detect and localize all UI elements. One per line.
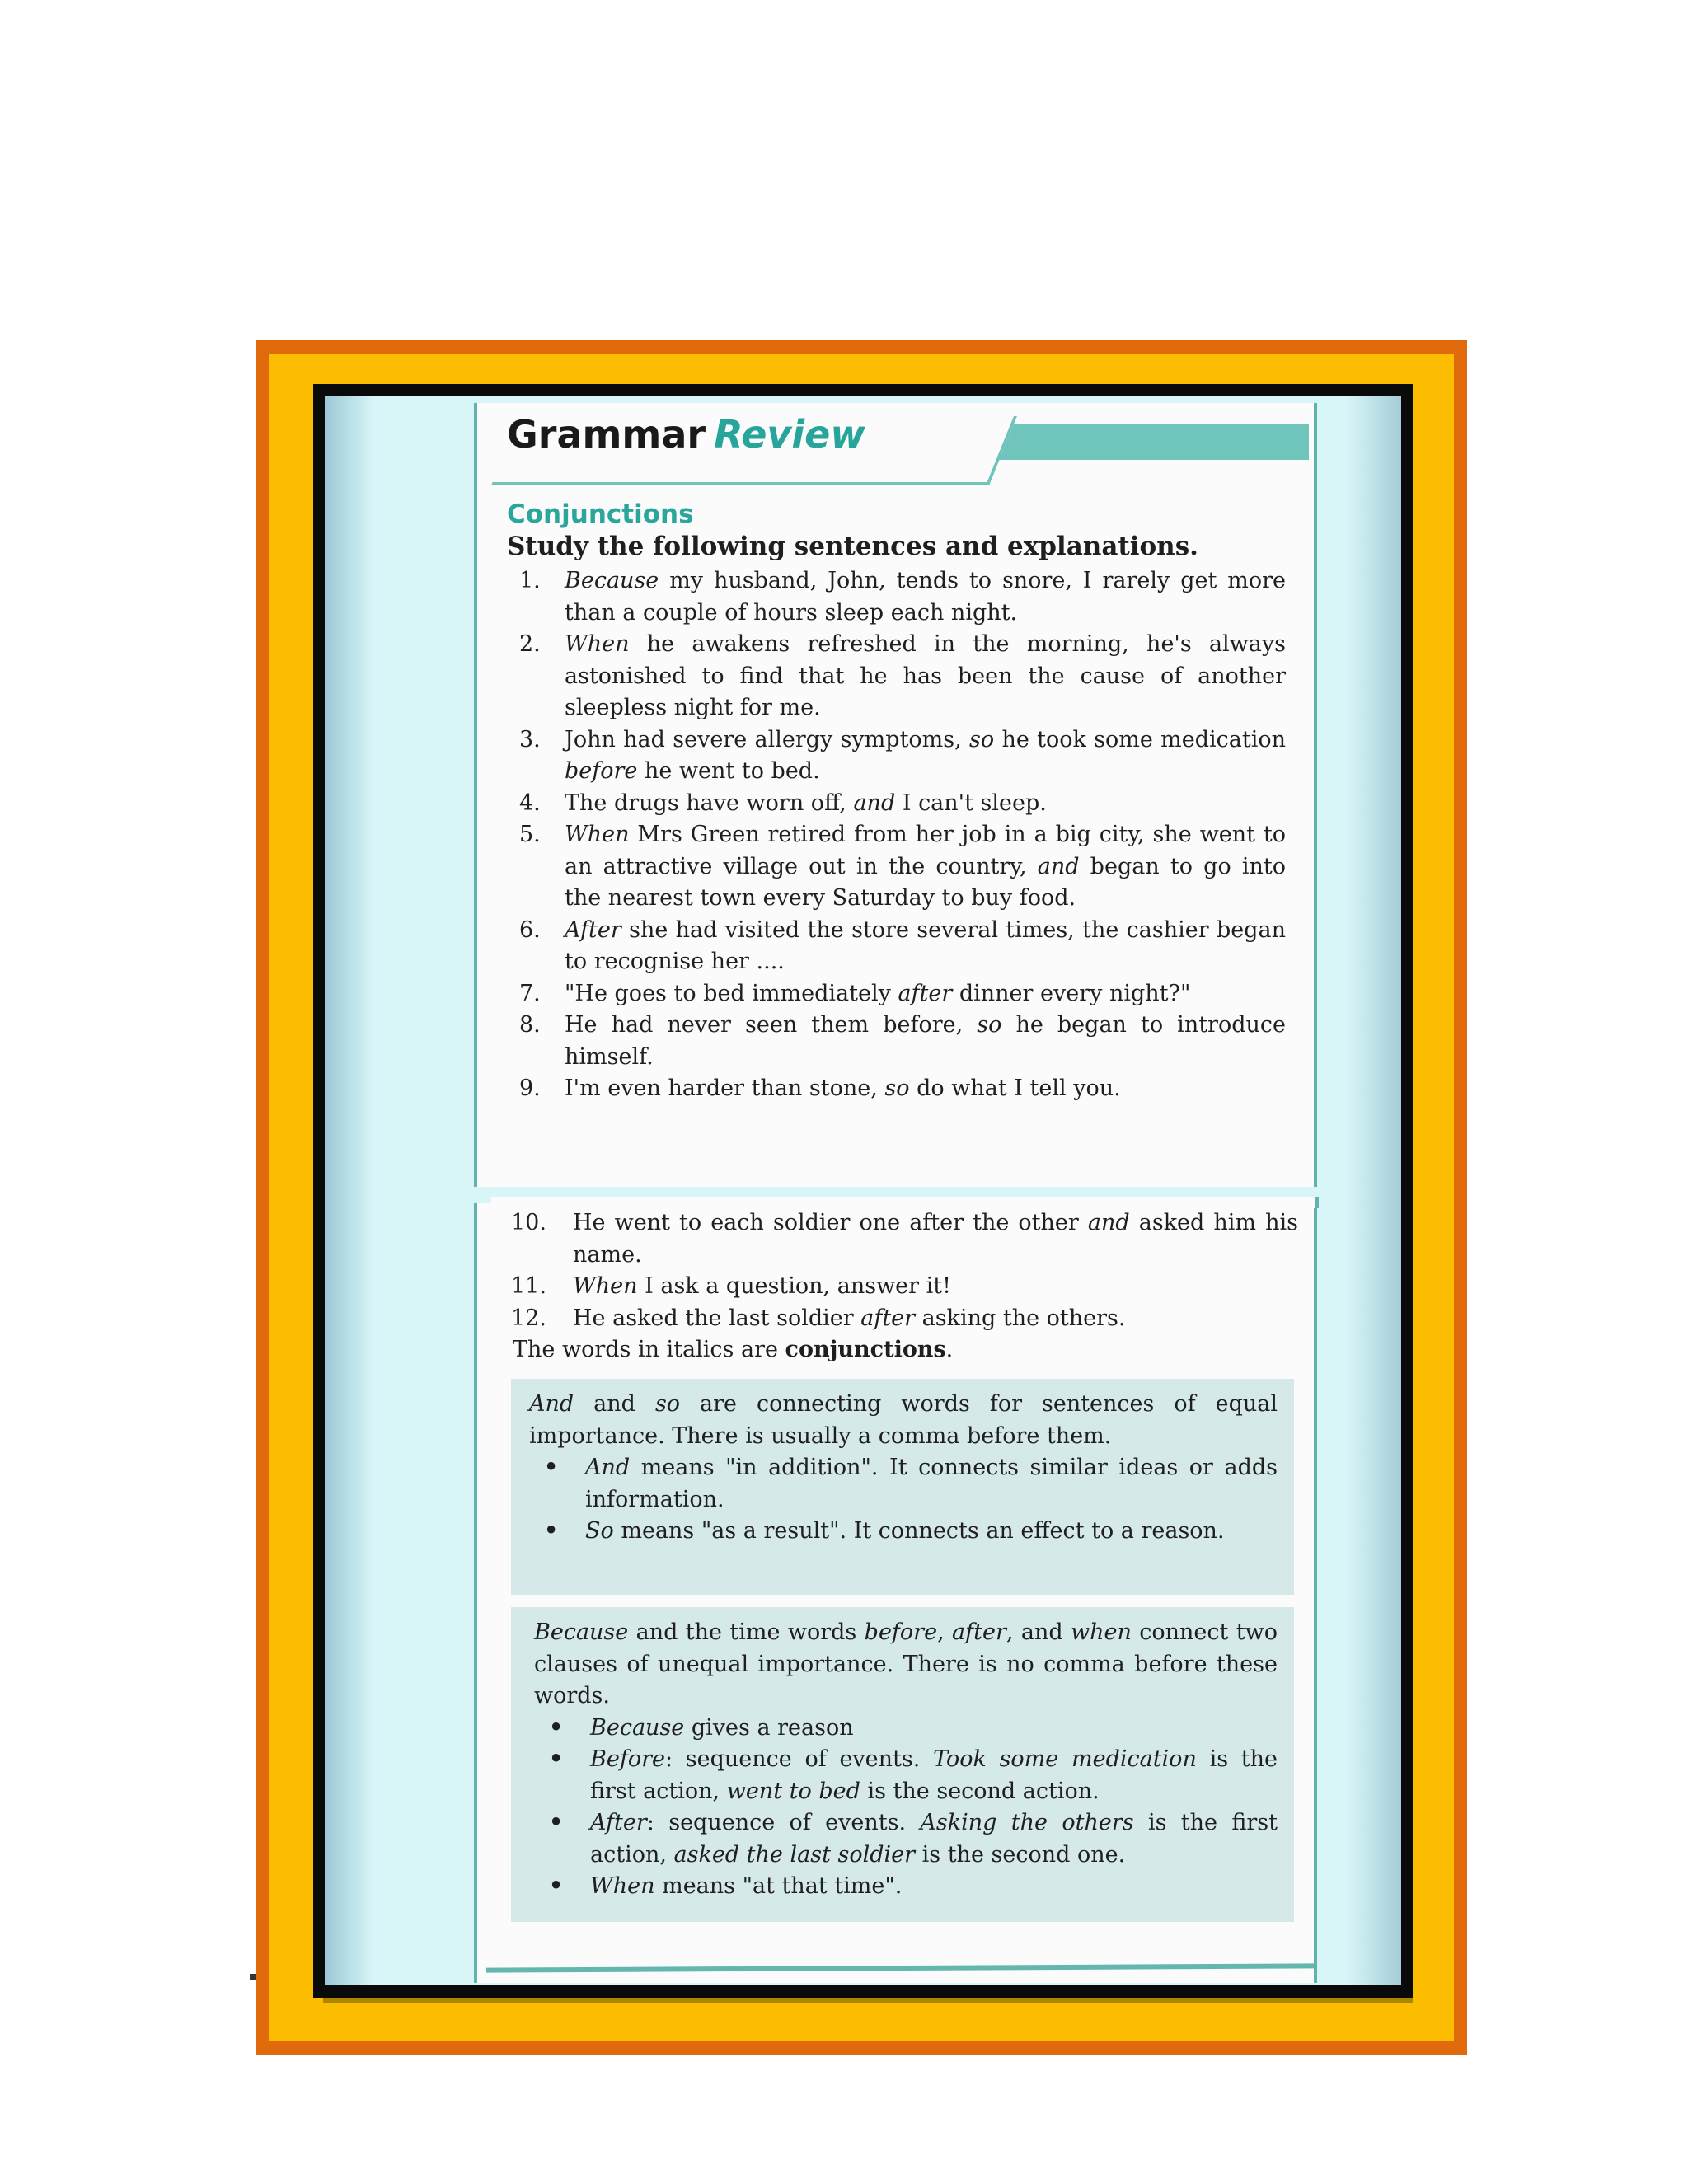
sentence-item (507, 819, 1286, 915)
sentence-text: I'm even harder than stone, so do what I tell you. (565, 1076, 1121, 1101)
bullet-text: Before: sequence of events. Took some medication is the first action, went to bed is the second action. (590, 1746, 1278, 1804)
sentence-number: 12. (511, 1305, 546, 1331)
sentence-text: "He goes to bed immediately after dinner every night?" (565, 980, 1191, 1006)
sentence-number: 7. (519, 980, 541, 1006)
bullet-item (534, 1744, 1278, 1807)
sentence-text: He had never seen them before, so he began to introduce himself. (565, 1012, 1286, 1070)
sentence-list-part2 (511, 1207, 1298, 1334)
bullet-item (534, 1713, 1278, 1745)
bullet-item (529, 1516, 1278, 1548)
sentence-number: 9. (519, 1076, 541, 1101)
bullet-item (534, 1807, 1278, 1871)
sentence-item (507, 565, 1286, 629)
sentence-number: 1. (519, 568, 541, 593)
sentence-item (507, 1073, 1286, 1105)
sentence-item (507, 915, 1286, 978)
sentence-text: When I ask a question, answer it! (573, 1273, 951, 1299)
bullet-icon: • (549, 1714, 564, 1741)
sentence-text: He asked the last soldier after asking the others. (573, 1305, 1126, 1331)
sentence-item (507, 978, 1286, 1010)
sentence-number: 6. (519, 916, 541, 943)
sentence-number: 4. (519, 790, 541, 816)
stray-mark (250, 1974, 256, 1980)
sentence-text: The drugs have worn off, and I can't sleep. (565, 790, 1047, 816)
sentence-number: 10. (511, 1210, 546, 1235)
box2-intro: Because and the time words before, after, and when connect two clauses of unequal importance. There is no comma before these words. (534, 1619, 1278, 1708)
instruction-heading: Study the following sentences and explanations. (507, 532, 1198, 561)
bullet-icon: • (549, 1873, 564, 1899)
page-title (507, 412, 865, 457)
sentence-item (507, 724, 1286, 788)
sentence-number: 5. (519, 822, 541, 847)
box1-intro: And and so are connecting words for sentences of equal importance. There is usually a comma before them. (529, 1391, 1278, 1449)
title-review: Review (714, 412, 865, 457)
bullet-icon: • (549, 1746, 564, 1772)
page-gap-inner (491, 1197, 1319, 1208)
sentence-item (507, 629, 1286, 724)
sentence-text: John had severe allergy symptoms, so he took some medication before he went to bed. (565, 726, 1286, 784)
sentence-item (507, 788, 1286, 820)
sentence-item (511, 1207, 1298, 1271)
conclusion-text: The words in italics are conjunctions. (513, 1337, 954, 1362)
box2-bullets (534, 1713, 1278, 1903)
bullet-text: And means "in addition". It connects similar ideas or adds information. (585, 1455, 1278, 1512)
title-grammar: Grammar (507, 412, 706, 457)
bullet-text: Because gives a reason (590, 1714, 854, 1741)
sentence-item (507, 1010, 1286, 1073)
bullet-text: So means "as a result". It connects an effect to a reason. (585, 1518, 1225, 1544)
explanation-box-equal (511, 1379, 1294, 1595)
sentence-text: When Mrs Green retired from her job in a big city, she went to an attractive village out in the country, and began to go into the nearest town every Saturday to buy food. (565, 822, 1286, 911)
bullet-icon: • (544, 1518, 559, 1544)
sentence-number: 3. (519, 726, 541, 752)
sentence-item (511, 1303, 1298, 1335)
sentence-text: After she had visited the store several times, the cashier began to recognise her .... (565, 916, 1286, 974)
section-subtitle: Conjunctions (507, 499, 694, 529)
sentence-text: When he awakens refreshed in the morning, he's always astonished to find that he has been the cause of another sleepless night for me. (565, 631, 1286, 720)
box1-bullets (529, 1452, 1278, 1548)
sentence-item (511, 1271, 1298, 1303)
bullet-icon: • (544, 1455, 559, 1480)
sentence-number: 2. (519, 631, 541, 657)
sentence-list-part1 (507, 565, 1286, 1105)
bullet-icon: • (549, 1810, 564, 1835)
bullet-text: After: sequence of events. Asking the others is the first action, asked the last soldier is the second one. (590, 1810, 1278, 1868)
sentence-number: 8. (519, 1012, 541, 1038)
bullet-item (529, 1452, 1278, 1516)
sentence-number: 11. (511, 1273, 546, 1299)
bullet-text: When means "at that time". (590, 1873, 903, 1899)
sentence-text: He went to each soldier one after the other and asked him his name. (573, 1210, 1298, 1268)
explanation-box-unequal (511, 1607, 1294, 1922)
sentence-text: Because my husband, John, tends to snore, I rarely get more than a couple of hours sleep each night. (565, 568, 1286, 626)
bullet-item (534, 1871, 1278, 1903)
